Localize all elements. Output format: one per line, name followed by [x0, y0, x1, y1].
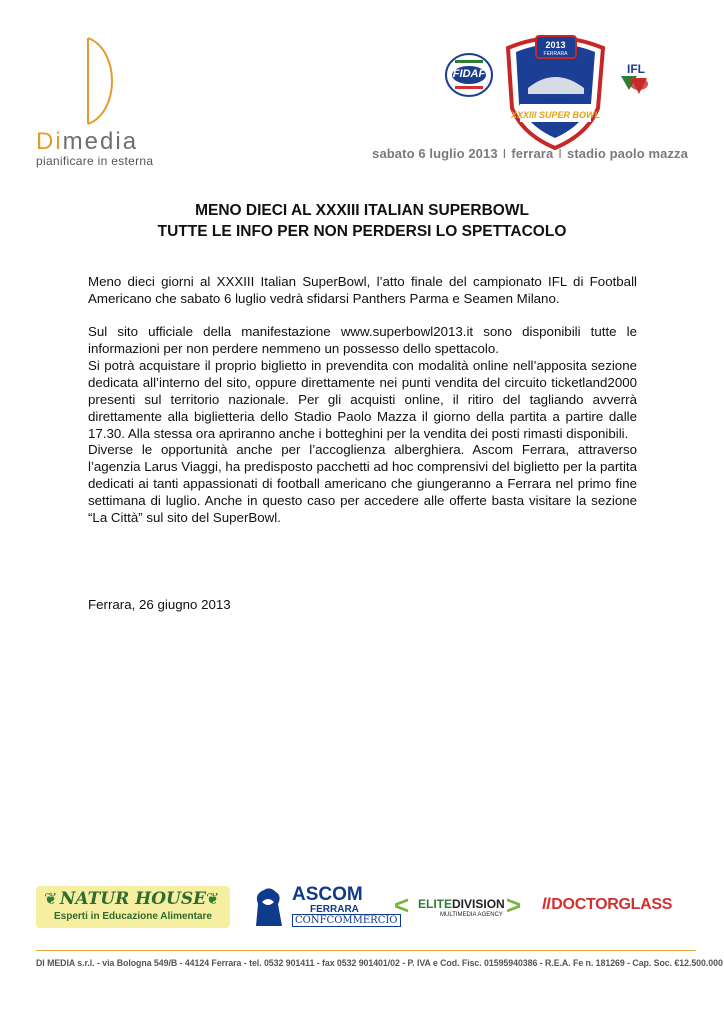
event-city: ferrara: [511, 146, 554, 161]
paragraph-1: [88, 273, 637, 307]
chevron-left-icon: <: [394, 890, 410, 920]
event-date: sabato 6 luglio 2013: [372, 146, 498, 161]
event-info-line: [372, 146, 688, 161]
ascom-name: ASCOM: [292, 884, 363, 905]
dimedia-logo: [36, 36, 166, 166]
naturhouse-title: NATUR HOUSE: [59, 889, 207, 909]
dimedia-wordmark-rest: media: [62, 128, 139, 155]
ascom-confcommercio: CONFCOMMERCIO: [292, 914, 401, 927]
fidaf-label: FIDAF: [452, 68, 486, 80]
paragraph-2-text-a: Sul sito ufficiale della manifestazione www.superbowl2013.it sono disponibili tutte le informazioni per non perdere nemmeno un possesso dello spettacolo.: [88, 324, 637, 356]
dimedia-wordmark: [36, 128, 138, 156]
dateline: Ferrara, 26 giugno 2013: [88, 597, 231, 612]
elite-division-subtitle: MULTIMEDIA AGENCY: [440, 912, 503, 918]
elite-division-name: [418, 897, 505, 911]
ifl-logo: [615, 58, 657, 98]
headline-line-1: MENO DIECI AL XXXIII ITALIAN SUPERBOWL: [195, 202, 529, 219]
naturhouse-logo: [36, 886, 230, 928]
ifl-label: IFL: [627, 62, 645, 76]
superbowl-year: 2013: [545, 40, 566, 50]
dimedia-wordmark-accent: Di: [36, 128, 63, 155]
doctorglass-mark: ll: [542, 896, 551, 913]
elite-division-logo: [394, 892, 524, 926]
elite-division-name-right: DIVISION: [452, 897, 505, 911]
paragraph-3-text: Diverse le opportunità anche per l’accoglienza alberghiera. Ascom Ferrara, attraverso l’agenzia Larus Viaggi, ha predisposto pacchetti ad hoc comprensivi del biglietto per la partita dedicati ai tanti appassionati di football americano che giungeranno a Ferrara nel primo fine settimana di luglio. Anche in questo caso per accedere alle offerte basta visitare la sezione “La Città” sul sito del SuperBowl.: [88, 442, 637, 525]
chevron-right-icon: >: [506, 890, 522, 920]
ascom-logo: [248, 884, 398, 932]
paragraph-3: [88, 441, 637, 526]
ascom-lion-icon: [248, 886, 288, 928]
dimedia-d-mark-icon: [82, 36, 122, 126]
paragraph-2-text-b: Si potrà acquistare il proprio biglietto in prevendita con modalità online nell’apposita sezione dedicata all’interno del sito, oppure direttamente nei punti vendita del circuito ticketland2000 presenti sul territorio nazionale. Per gli acquisti online, il ritiro del tagliando avverrà direttamente alla biglietteria dello Stadio Paolo Mazza il giorno della partita a partire dalle 17.30. Alla stessa ora apriranno anche i botteghini per la vendita dei posti rimasti disponibili.: [88, 358, 637, 441]
event-venue: stadio paolo mazza: [567, 146, 688, 161]
superbowl-italian: ITALIAN: [543, 98, 568, 104]
naturhouse-leaf-icon: ❦: [206, 891, 220, 908]
naturhouse-subtitle: Esperti in Educazione Alimentare: [53, 911, 212, 922]
superbowl-title: XXXIII SUPER BOWL: [510, 110, 600, 120]
superbowl-city: FERRARA: [543, 51, 568, 57]
footer-divider: [36, 950, 696, 951]
ascom-city: FERRARA: [310, 904, 359, 915]
event-separator: I: [558, 146, 562, 161]
paragraph-2: [88, 323, 637, 442]
superbowl-logo: [498, 30, 613, 150]
headline-line-2: TUTTE LE INFO PER NON PERDERSI LO SPETTACOLO: [157, 223, 567, 240]
naturhouse-leaf-icon: ❦: [44, 891, 58, 908]
doctorglass-name: DOCTORGLASS: [551, 896, 673, 913]
event-separator: I: [502, 146, 507, 161]
doctorglass-logo: [542, 896, 672, 914]
company-footer: DI MEDIA s.r.l. - via Bologna 549/B - 44124 Ferrara - tel. 0532 901411 - fax 0532 901401/02 - P. IVA e Cod. Fisc. 01595940386 - R.E.A. Fe n. 181269 - Cap. Soc. €12.500.000: [36, 958, 723, 968]
dimedia-tagline: pianificare in esterna: [36, 154, 154, 168]
paragraph-1-text: Meno dieci giorni al XXXIII Italian SuperBowl, l’atto finale del campionato IFL di Football Americano che sabato 6 luglio vedrà sfidarsi Panthers Parma e Seamen Milano.: [88, 274, 637, 306]
elite-division-name-left: ELITE: [418, 897, 453, 911]
fidaf-logo: [445, 52, 493, 98]
sponsor-strip: [36, 884, 696, 932]
